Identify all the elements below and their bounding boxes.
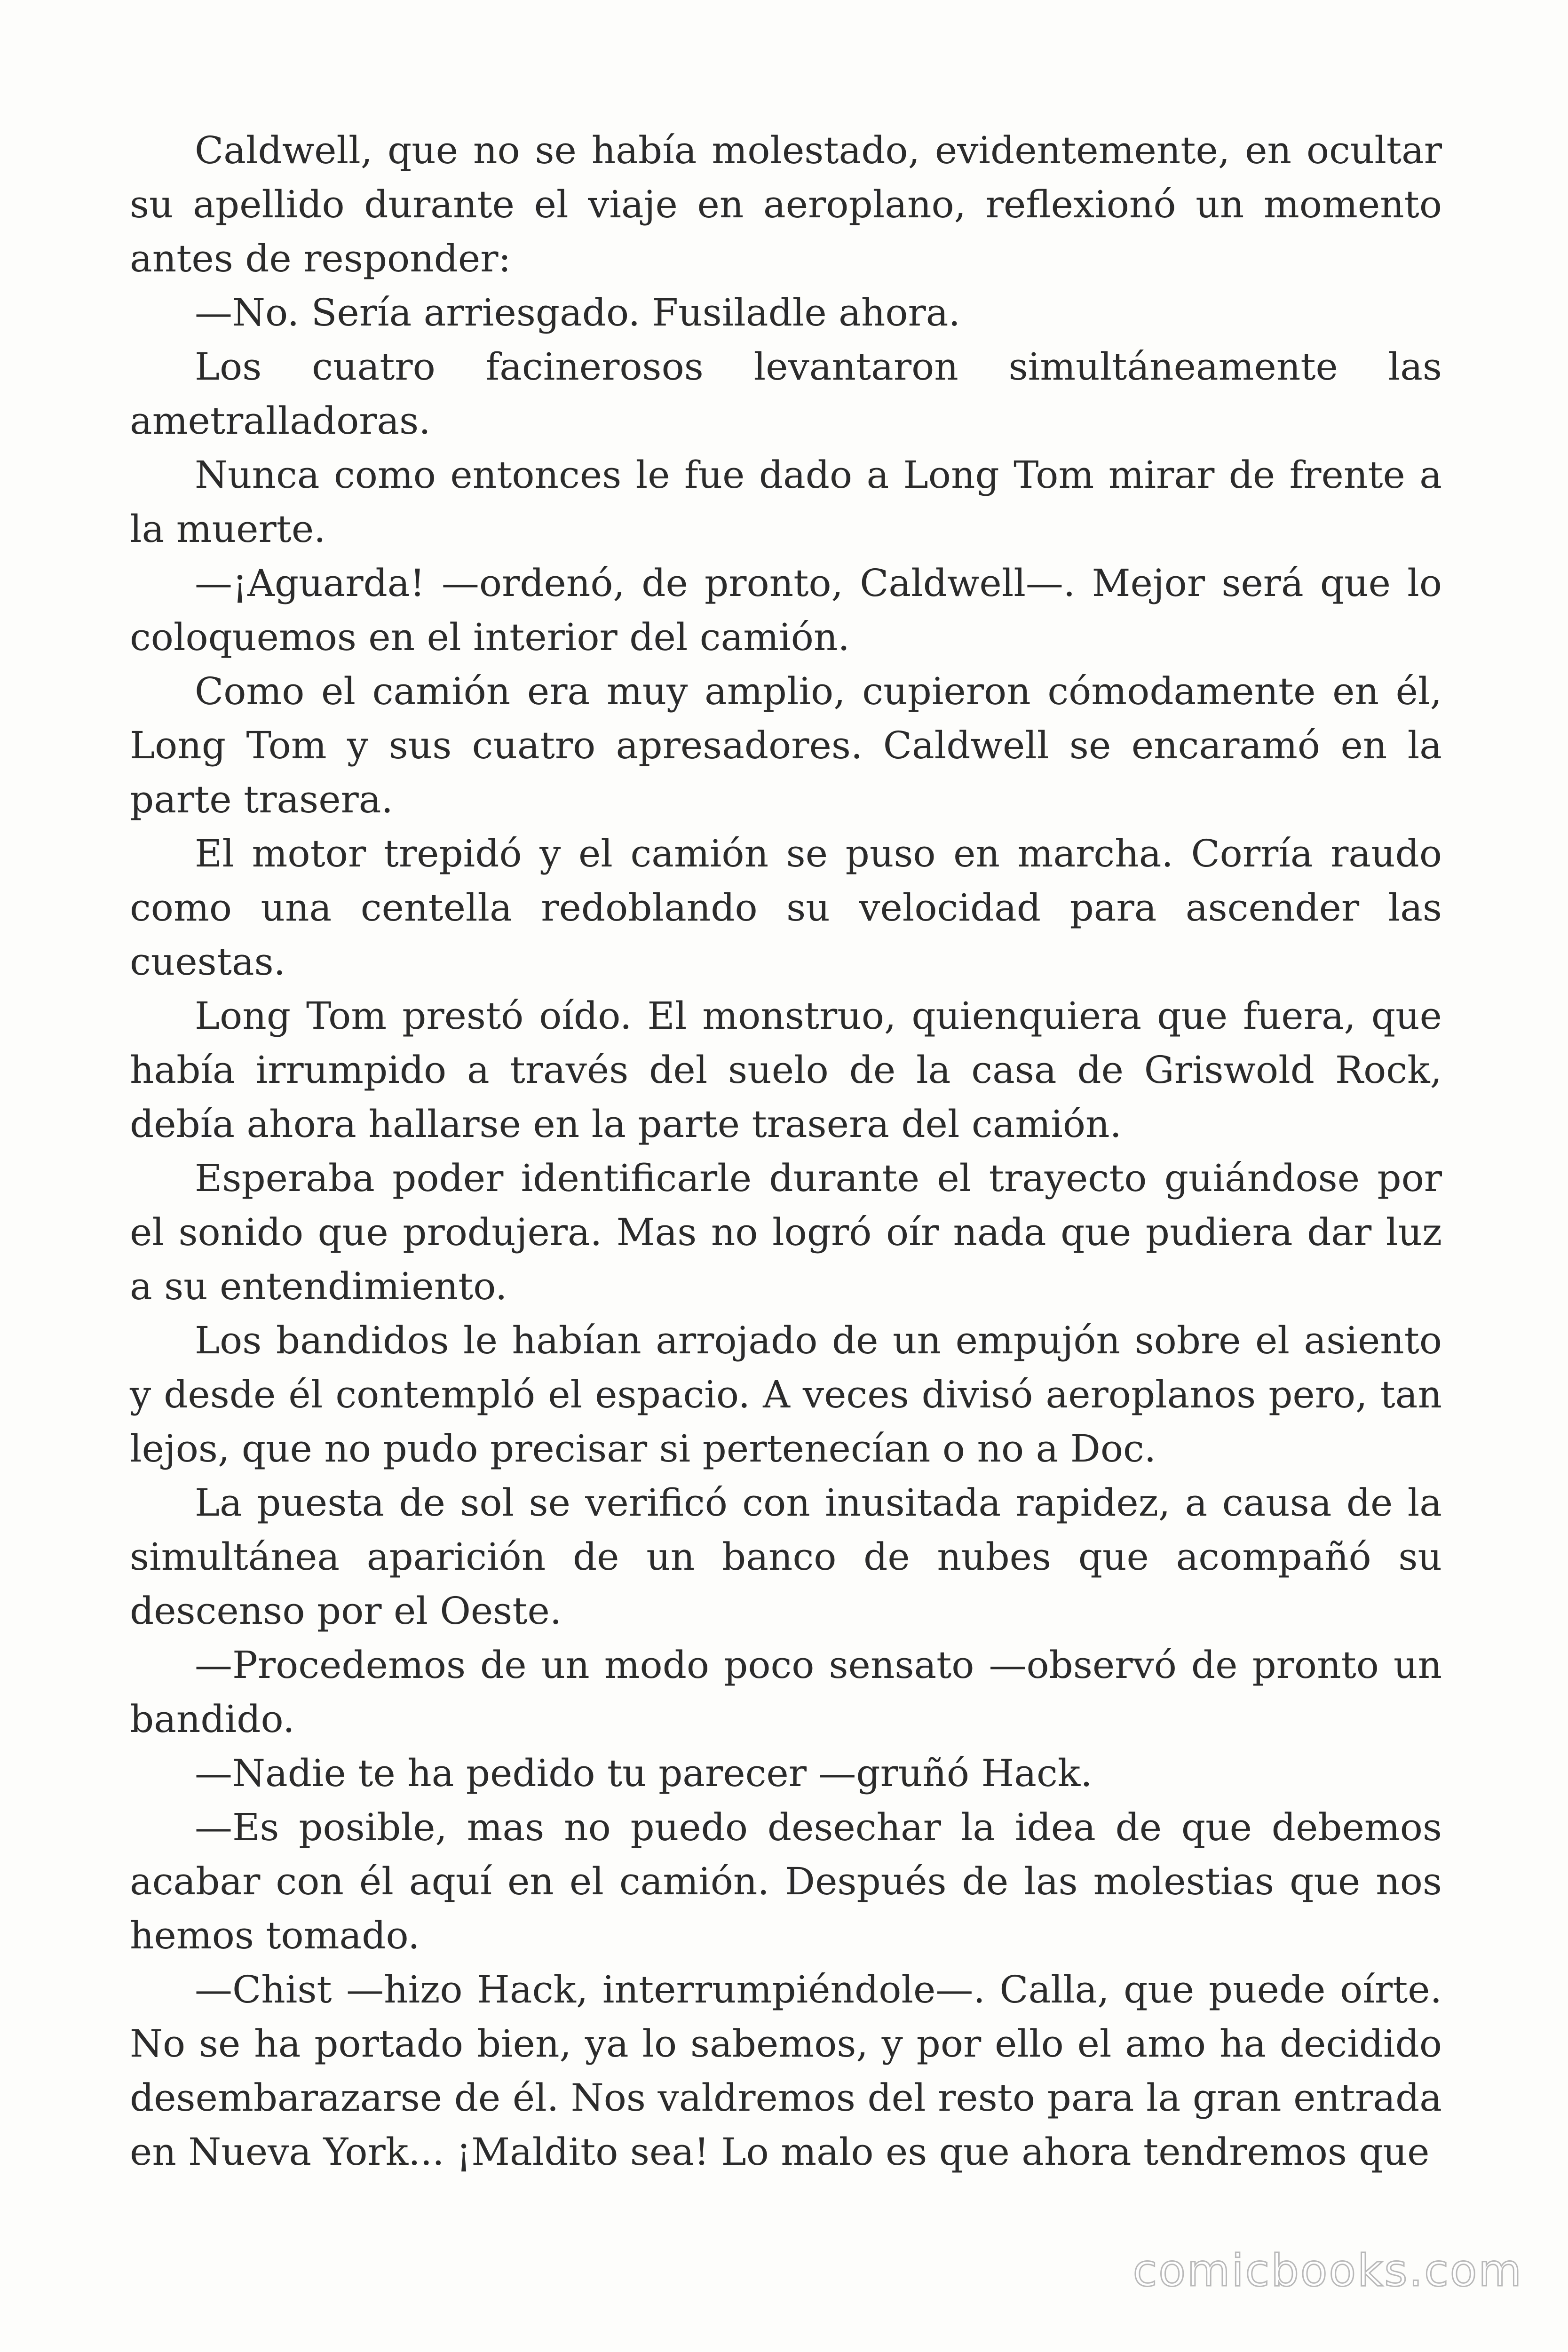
paragraph: —No. Sería arriesgado. Fusiladle ahora. — [195, 291, 960, 334]
paragraph: Nunca como entonces le fue dado a Long Tom mirar de frente a la muerte. — [130, 453, 1442, 551]
paragraph: —Procedemos de un modo poco sensato —observó de pronto un bandido. — [130, 1643, 1442, 1741]
paragraph: —¡Aguarda! —ordenó, de pronto, Caldwell—. Mejor será que lo coloquemos en el interior del camión. — [130, 561, 1442, 659]
page-text — [130, 123, 1442, 2179]
paragraph: Los cuatro facinerosos levantaron simultáneamente las ametralladoras. — [130, 345, 1442, 443]
paragraph: La puesta de sol se verificó con inusitada rapidez, a causa de la simultánea aparición de un banco de nubes que acompañó su descenso por el Oeste. — [130, 1481, 1442, 1633]
paragraph: —Nadie te ha pedido tu parecer —gruñó Hack. — [195, 1751, 1093, 1795]
watermark: comicbooks.com — [1132, 2245, 1523, 2296]
paragraph: Esperaba poder identificarle durante el trayecto guiándose por el sonido que produjera. Mas no logró oír nada que pudiera dar luz a su entendimiento. — [130, 1156, 1442, 1308]
paragraph: Caldwell, que no se había molestado, evidentemente, en ocultar su apellido durante el viaje en aeroplano, reflexionó un momento antes de responder: — [130, 128, 1442, 280]
paragraph: Como el camión era muy amplio, cupieron cómodamente en él, Long Tom y sus cuatro apresadores. Caldwell se encaramó en la parte trasera. — [130, 669, 1442, 821]
paragraph: —Chist —hizo Hack, interrumpiéndole—. Calla, que puede oírte. No se ha portado bien, ya lo sabemos, y por ello el amo ha decidido desembarazarse de él. Nos valdremos del resto para la gran entrada en Nueva York... ¡Maldito sea! Lo malo es que ahora tendremos que — [130, 1968, 1442, 2174]
paragraph: Long Tom prestó oído. El monstruo, quienquiera que fuera, que había irrumpido a través del suelo de la casa de Griswold Rock, debía ahora hallarse en la parte trasera del camión. — [130, 994, 1442, 1146]
paragraph: Los bandidos le habían arrojado de un empujón sobre el asiento y desde él contempló el espacio. A veces divisó aeroplanos pero, tan lejos, que no pudo precisar si pertenecían o no a Doc. — [130, 1319, 1442, 1470]
paragraph: El motor trepidó y el camión se puso en marcha. Corría raudo como una centella redoblando su velocidad para ascender las cuestas. — [130, 832, 1442, 984]
paragraph: —Es posible, mas no puedo desechar la idea de que debemos acabar con él aquí en el camión. Después de las molestias que nos hemos tomado. — [130, 1805, 1442, 1957]
